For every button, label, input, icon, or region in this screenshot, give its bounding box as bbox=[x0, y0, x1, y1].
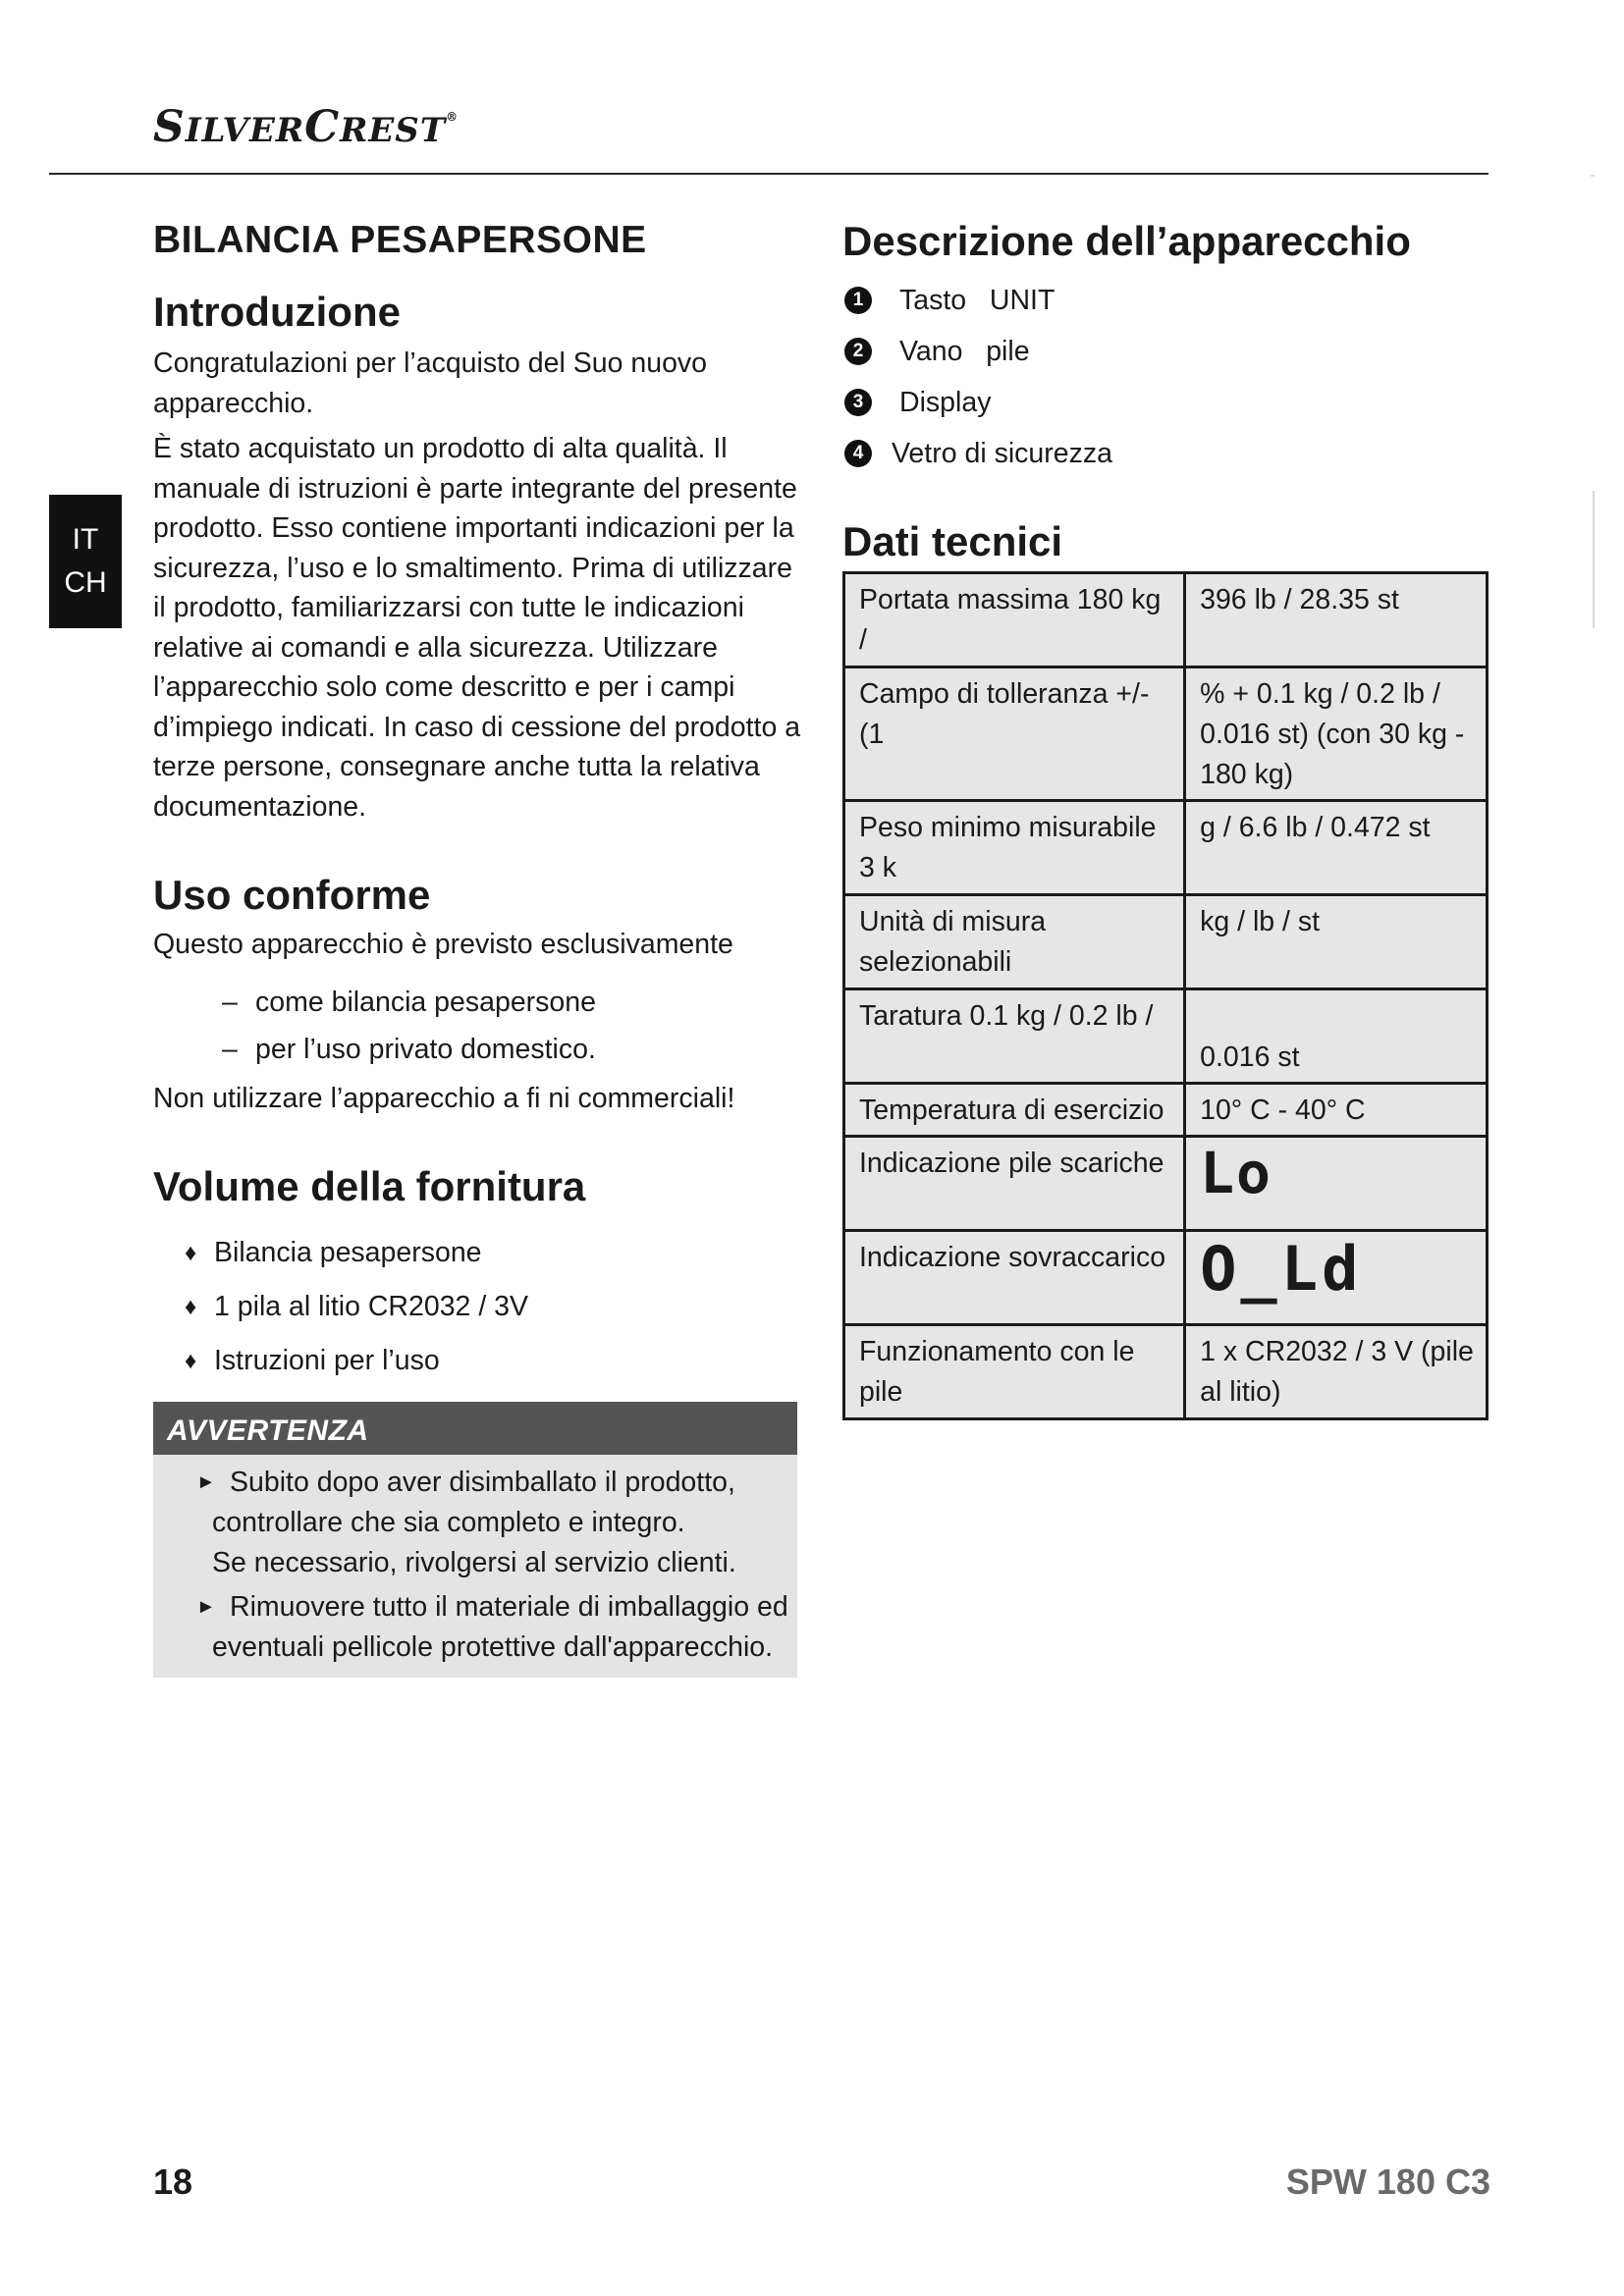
table-key: Peso minimo misurabile 3 k bbox=[844, 801, 1185, 895]
language-it: IT bbox=[72, 523, 99, 556]
brand-logo: SILVERCREST® bbox=[153, 102, 460, 152]
table-value: 0.016 st bbox=[1185, 989, 1488, 1084]
table-row bbox=[844, 573, 1488, 667]
list-item: – come bilancia pesapersone bbox=[222, 986, 596, 1018]
table-key: Temperatura di esercizio bbox=[844, 1084, 1185, 1137]
language-tab bbox=[49, 495, 122, 628]
list-item: 3 Display bbox=[842, 377, 1490, 428]
table-row bbox=[844, 989, 1488, 1084]
model-number: SPW 180 C3 bbox=[1285, 2162, 1490, 2202]
edge-mark-small bbox=[1591, 175, 1595, 177]
edge-mark bbox=[1593, 491, 1595, 628]
table-value: 396 lb / 28.35 st bbox=[1185, 573, 1488, 667]
arrow-bullet-icon: ► bbox=[196, 1596, 216, 1618]
list-item: ♦ Istruzioni per l’uso bbox=[153, 1334, 801, 1388]
diamond-bullet-icon: ♦ bbox=[185, 1348, 197, 1374]
desc-list bbox=[842, 275, 1490, 479]
list-item: 4 Vetro di sicurezza bbox=[842, 428, 1490, 479]
right-column bbox=[842, 212, 1490, 571]
number-badge-icon: 4 bbox=[844, 440, 872, 467]
table-key: Indicazione sovraccarico bbox=[844, 1231, 1185, 1325]
desc-heading: Descrizione dell’apparecchio bbox=[842, 218, 1411, 264]
warning-item: ► Subito dopo aver disimballato il prodotto, controllare che sia completo e integro. Se necessario, rivolgersi al servizio clienti. bbox=[153, 1463, 797, 1583]
table-value: kg / lb / st bbox=[1185, 895, 1488, 989]
table-row bbox=[844, 1325, 1488, 1419]
low-battery-lcd: Lo bbox=[1185, 1137, 1488, 1231]
use-note: Non utilizzare l’apparecchio a fi ni commerciali! bbox=[153, 1082, 735, 1114]
list-item: 2 Vano pile bbox=[842, 326, 1490, 377]
table-key: Portata massima 180 kg / bbox=[844, 573, 1185, 667]
table-value: % + 0.1 kg / 0.2 lb / 0.016 st) (con 30 kg - 180 kg) bbox=[1185, 667, 1488, 801]
warning-box bbox=[153, 1402, 797, 1678]
header-rule bbox=[49, 173, 1489, 175]
supply-heading: Volume della fornitura bbox=[153, 1163, 586, 1209]
list-item: ♦ Bilancia pesapersone bbox=[153, 1226, 801, 1280]
table-key: Unità di misura selezionabili bbox=[844, 895, 1185, 989]
list-item: – per l’uso privato domestico. bbox=[222, 1033, 596, 1065]
use-intro: Questo apparecchio è previsto esclusivamente bbox=[153, 929, 733, 960]
diamond-bullet-icon: ♦ bbox=[185, 1240, 197, 1266]
number-badge-icon: 1 bbox=[844, 287, 872, 314]
table-key: Taratura 0.1 kg / 0.2 lb / bbox=[844, 989, 1185, 1084]
tech-heading: Dati tecnici bbox=[842, 518, 1063, 564]
page-number: 18 bbox=[153, 2162, 193, 2202]
table-row bbox=[844, 895, 1488, 989]
intro-paragraph-2: È stato acquistato un prodotto di alta qualità. Il manuale di istruzioni è parte integrante del presente prodotto. Esso contiene importanti indicazioni per la sicurezza, l’uso e lo smaltimento. Prima di utilizzare il prodotto, familiarizzarsi con tutte le indicazioni relative ai comandi e alla sicurezza. Utilizzare l’apparecchio solo come descritto e per i campi d’impiego indicati. In caso di cessione del prodotto a terze persone, consegnare anche tutta la relativa documentazione. bbox=[153, 433, 801, 823]
page-title: BILANCIA PESAPERSONE bbox=[153, 219, 647, 261]
table-key: Funzionamento con le pile bbox=[844, 1325, 1185, 1419]
use-list bbox=[153, 979, 801, 1073]
table-row bbox=[844, 801, 1488, 895]
table-row bbox=[844, 667, 1488, 801]
supply-list bbox=[153, 1226, 801, 1388]
table-row bbox=[844, 1231, 1488, 1325]
table-row bbox=[844, 1137, 1488, 1231]
warning-title: AVVERTENZA bbox=[153, 1402, 797, 1455]
tech-table bbox=[842, 571, 1489, 1420]
list-item: 1 Tasto UNIT bbox=[842, 275, 1490, 326]
table-value: 10° C - 40° C bbox=[1185, 1084, 1488, 1137]
table-key: Indicazione pile scariche bbox=[844, 1137, 1185, 1231]
language-ch: CH bbox=[64, 566, 107, 599]
warning-item: ► Rimuovere tutto il materiale di imballaggio ed eventuali pellicole protettive dall'apparecchio. bbox=[153, 1587, 797, 1668]
table-key: Campo di tolleranza +/- (1 bbox=[844, 667, 1185, 801]
diamond-bullet-icon: ♦ bbox=[185, 1294, 197, 1320]
table-value: g / 6.6 lb / 0.472 st bbox=[1185, 801, 1488, 895]
overload-lcd: O_Ld bbox=[1185, 1231, 1488, 1325]
intro-heading: Introduzione bbox=[153, 289, 401, 335]
arrow-bullet-icon: ► bbox=[196, 1471, 216, 1493]
table-row bbox=[844, 1084, 1488, 1137]
number-badge-icon: 3 bbox=[844, 389, 872, 416]
use-heading: Uso conforme bbox=[153, 872, 431, 918]
intro-paragraph-1: Congratulazioni per l’acquisto del Suo nuovo apparecchio. bbox=[153, 347, 708, 419]
list-item: ♦ 1 pila al litio CR2032 / 3V bbox=[153, 1280, 801, 1334]
number-badge-icon: 2 bbox=[844, 338, 872, 365]
table-value: 1 x CR2032 / 3 V (pile al litio) bbox=[1185, 1325, 1488, 1419]
left-column bbox=[153, 212, 801, 1678]
